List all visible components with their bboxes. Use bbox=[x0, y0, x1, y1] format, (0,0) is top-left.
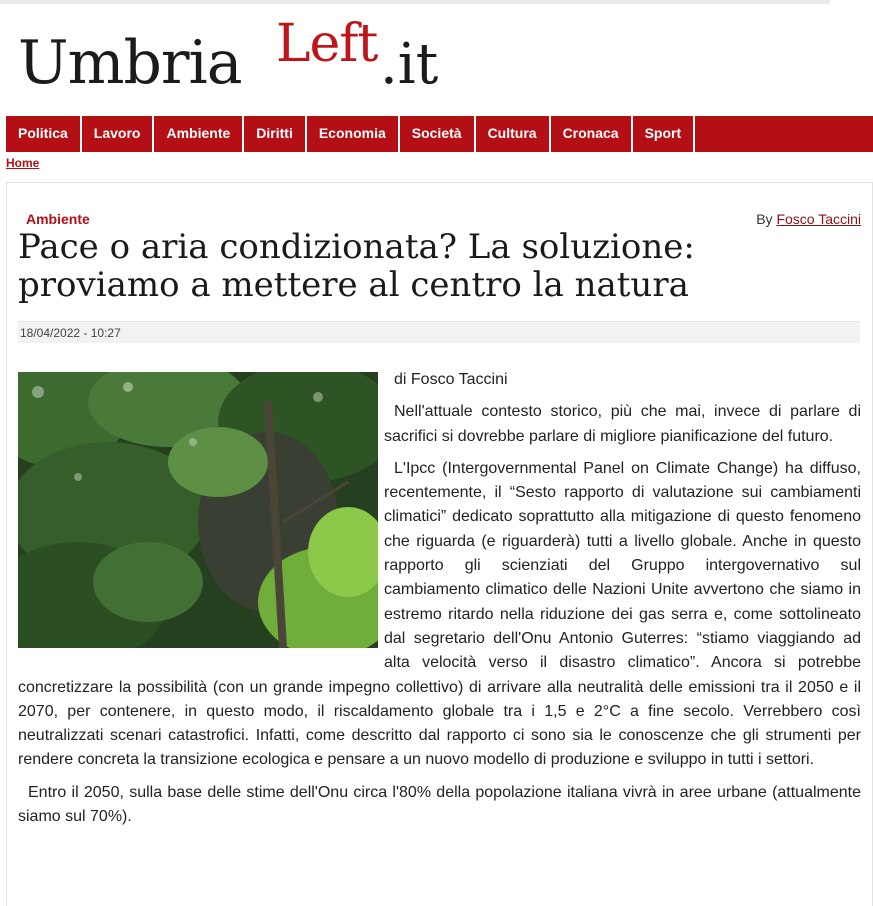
article-category-link[interactable]: Ambiente bbox=[26, 211, 90, 227]
nav-item-politica[interactable]: Politica bbox=[6, 116, 82, 152]
article-paragraph: di Fosco Taccini bbox=[394, 371, 508, 388]
author-link[interactable]: Fosco Taccini bbox=[776, 211, 861, 227]
top-divider bbox=[0, 0, 830, 4]
nav-item-cultura[interactable]: Cultura bbox=[476, 116, 551, 152]
nav-item-economia[interactable]: Economia bbox=[307, 116, 400, 152]
nav-item-sport[interactable]: Sport bbox=[633, 116, 696, 152]
nav-item-lavoro[interactable]: Lavoro bbox=[82, 116, 155, 152]
nav-item-cronaca[interactable]: Cronaca bbox=[551, 116, 633, 152]
article-photo-tree-foliage bbox=[18, 372, 378, 648]
publish-date: 18/04/2022 - 10:27 bbox=[18, 321, 860, 343]
article-paragraph: Entro il 2050, sulla base delle stime dell'Onu circa l'80% della popolazione italiana vivrà in aree urbane (attualmente siamo sul 70%). bbox=[18, 783, 861, 826]
nav-item-societa[interactable]: Società bbox=[400, 116, 476, 152]
nav-item-ambiente[interactable]: Ambiente bbox=[154, 116, 244, 152]
logo-text-umbria: Umbria bbox=[18, 28, 242, 98]
article-byline bbox=[756, 211, 861, 227]
logo-text-it: .it bbox=[380, 32, 439, 97]
breadcrumb-home-link[interactable]: Home bbox=[6, 156, 40, 170]
article-paragraph: L'Ipcc (Intergovernmental Panel on Climate Change) ha diffuso, recentemente, il “Sesto rapporto di valutazione sui cambiamenti climatici” dedicato soprattutto alla mitigazione di questo fenomeno che riguarda (e riguarderà) tutti a livello globale. Anche in questo rapporto gli scienziati del Gruppo intergovernativo sul cambiamento climatico delle Nazioni Unite avvertono che siamo in estremo ritardo nella riduzione dei gas serra e, come sottolineato dal segretario dell'Onu Antonio Guterres: “stiamo viaggiando ad alta velocità verso il disastro climatico”. Ancora si potrebbe concretizzare la possibilità (con un grande impegno collettivo) di arrivare alla neutralità delle emissioni tra il 2050 e il 2070, per contenere, in questo modo, il riscaldamento globale tra i 1,5 e 2°C a fine secolo. Verrebbero così neutralizzati scenari catastrofici. Infatti, come descritto dal rapporto ci sono sia le conoscenze che gli strumenti per rendere concreta la transizione ecologica e pensare a un nuovo modello di produzione e sviluppo in tutti i settori. bbox=[18, 459, 861, 769]
main-navigation bbox=[6, 116, 873, 152]
article-body bbox=[18, 368, 861, 837]
article-title: Pace o aria condizionata? La soluzione: proviamo a mettere al centro la natura bbox=[18, 227, 695, 305]
article-paragraph: Nell'attuale contesto storico, più che mai, invece di parlare di sacrifici si dovrebbe parlare di migliore pianificazione del futuro. bbox=[384, 403, 861, 445]
nav-item-diritti[interactable]: Diritti bbox=[244, 116, 307, 152]
logo-text-left: Left bbox=[276, 14, 378, 74]
byline-prefix: By bbox=[756, 211, 773, 227]
